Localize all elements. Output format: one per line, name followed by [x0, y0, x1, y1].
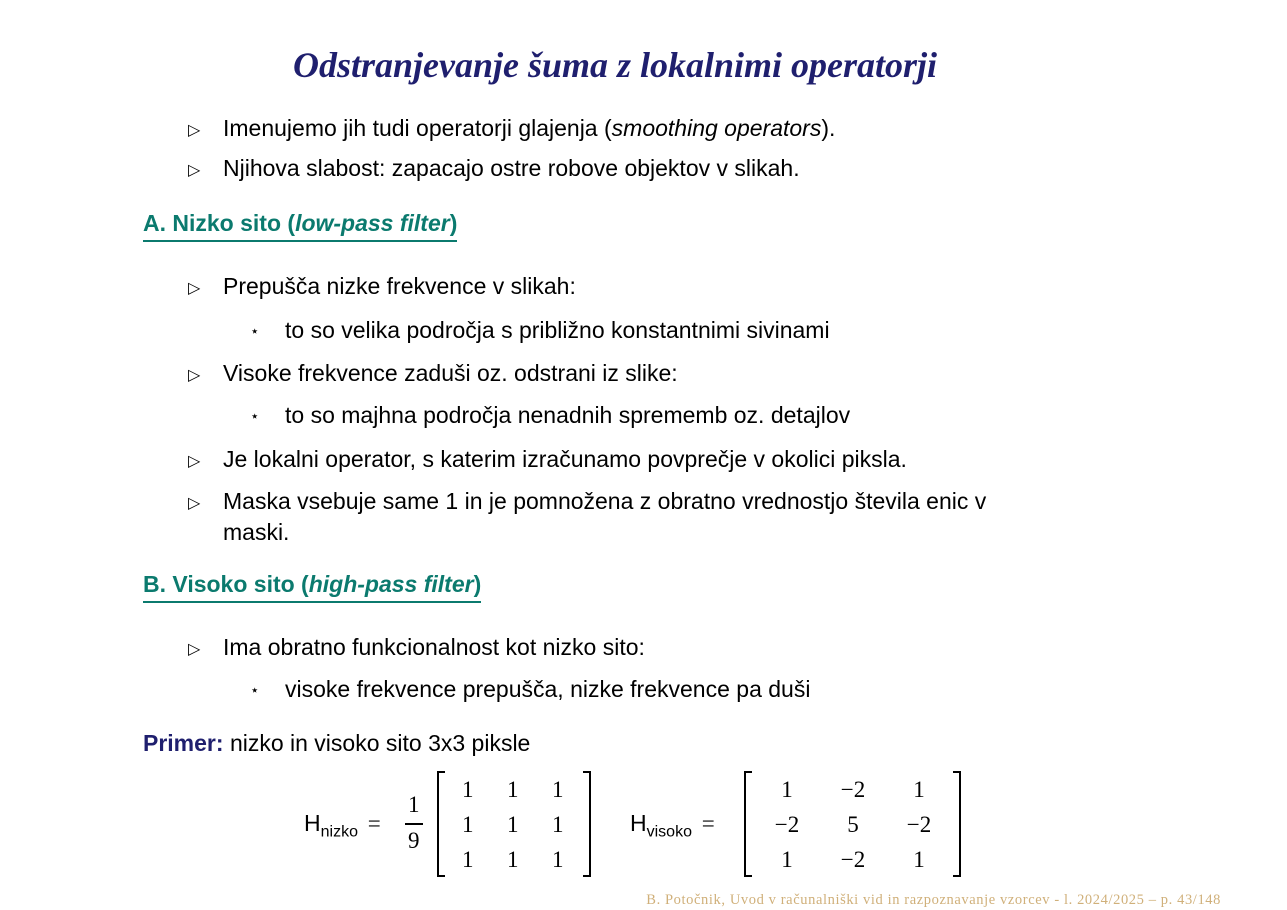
- section-a-item-3: Je lokalni operator, s katerim izračunamo povprečje v okolici piksla.: [223, 446, 907, 472]
- matrix-nizko-cell: 1: [507, 812, 519, 837]
- matrix-visoko-cell: −2: [906, 812, 932, 837]
- bullet-marker: ▷: [188, 453, 201, 470]
- matrix-visoko-cell: −2: [840, 777, 866, 802]
- bullet-marker: ▷: [188, 495, 201, 512]
- bullet-marker: ▷: [188, 162, 201, 179]
- intro-item-1: Imenujemo jih tudi operatorji glajenja (smoothing operators).: [223, 115, 836, 141]
- section-a-item-2: Visoke frekvence zaduši oz. odstrani iz slike:: [223, 360, 678, 386]
- section-a-heading: A. Nizko sito (low-pass filter): [143, 210, 457, 242]
- visoko-left-bracket: [745, 772, 752, 876]
- slide-footer: B. Potočnik, Uvod v računalniški vid in razpoznavanje vzorcev - l. 2024/2025 – p. 43/148: [646, 892, 1221, 908]
- h-nizko-label: $H_{nizko}$ =: [304, 810, 381, 841]
- fraction-numerator: 1: [408, 792, 420, 817]
- bullet-marker: ▷: [188, 122, 201, 139]
- matrix-visoko-cell: 1: [913, 847, 925, 872]
- matrix-visoko-cell: 1: [781, 777, 793, 802]
- matrix-nizko-cell: 1: [462, 812, 474, 837]
- intro-item-2: Njihova slabost: zapacajo ostre robove objektov v slikah.: [223, 155, 800, 181]
- matrix-visoko-cell: 1: [913, 777, 925, 802]
- visoko-right-bracket: [953, 772, 960, 876]
- example-line: Primer: nizko in visoko sito 3x3 piksle: [143, 730, 531, 756]
- section-a-subitem-2: to so majhna področja nenadnih sprememb oz. detajlov: [285, 402, 851, 428]
- section-b-item-1: Ima obratno funkcionalnost kot nizko sito:: [223, 634, 645, 660]
- section-b-subitem-1: visoke frekvence prepušča, nizke frekvence pa duši: [285, 676, 811, 702]
- bullet-marker: ▷: [188, 641, 201, 658]
- matrix-nizko-cell: 1: [507, 847, 519, 872]
- matrix-visoko-cell: 1: [781, 847, 793, 872]
- section-a-item-4-line1: Maska vsebuje same 1 in je pomnožena z obratno vrednostjo števila enic v: [223, 488, 987, 514]
- sub-bullet-marker: ⋆: [250, 323, 260, 340]
- bullet-marker: ▷: [188, 280, 201, 297]
- matrix-nizko-cell: 1: [507, 777, 519, 802]
- sub-bullet-marker: ⋆: [250, 408, 260, 425]
- section-a-subitem-1: to so velika področja s približno konstantnimi sivinami: [285, 317, 830, 343]
- matrix-visoko-cell: −2: [840, 847, 866, 872]
- matrix-nizko-cell: 1: [462, 847, 474, 872]
- h-visoko-label: $H_{visoko}$ =: [630, 810, 715, 841]
- matrix-nizko-cell: 1: [552, 812, 564, 837]
- matrix-visoko-cell: 5: [847, 812, 859, 837]
- matrix-nizko-cell: 1: [462, 777, 474, 802]
- bullet-marker: ▷: [188, 367, 201, 384]
- nizko-left-bracket: [438, 772, 445, 876]
- fraction-denominator: 9: [408, 828, 420, 853]
- matrix-nizko-cell: 1: [552, 777, 564, 802]
- matrix-visoko-cell: −2: [774, 812, 800, 837]
- nizko-right-bracket: [583, 772, 590, 876]
- sub-bullet-marker: ⋆: [250, 682, 260, 699]
- section-a-item-1: Prepušča nizke frekvence v slikah:: [223, 273, 576, 299]
- slide-title: Odstranjevanje šuma z lokalnimi operatorji: [292, 45, 938, 85]
- matrix-nizko-cell: 1: [552, 847, 564, 872]
- section-a-item-4-line2: maski.: [223, 519, 290, 545]
- section-b-heading: B. Visoko sito (high-pass filter): [143, 571, 481, 603]
